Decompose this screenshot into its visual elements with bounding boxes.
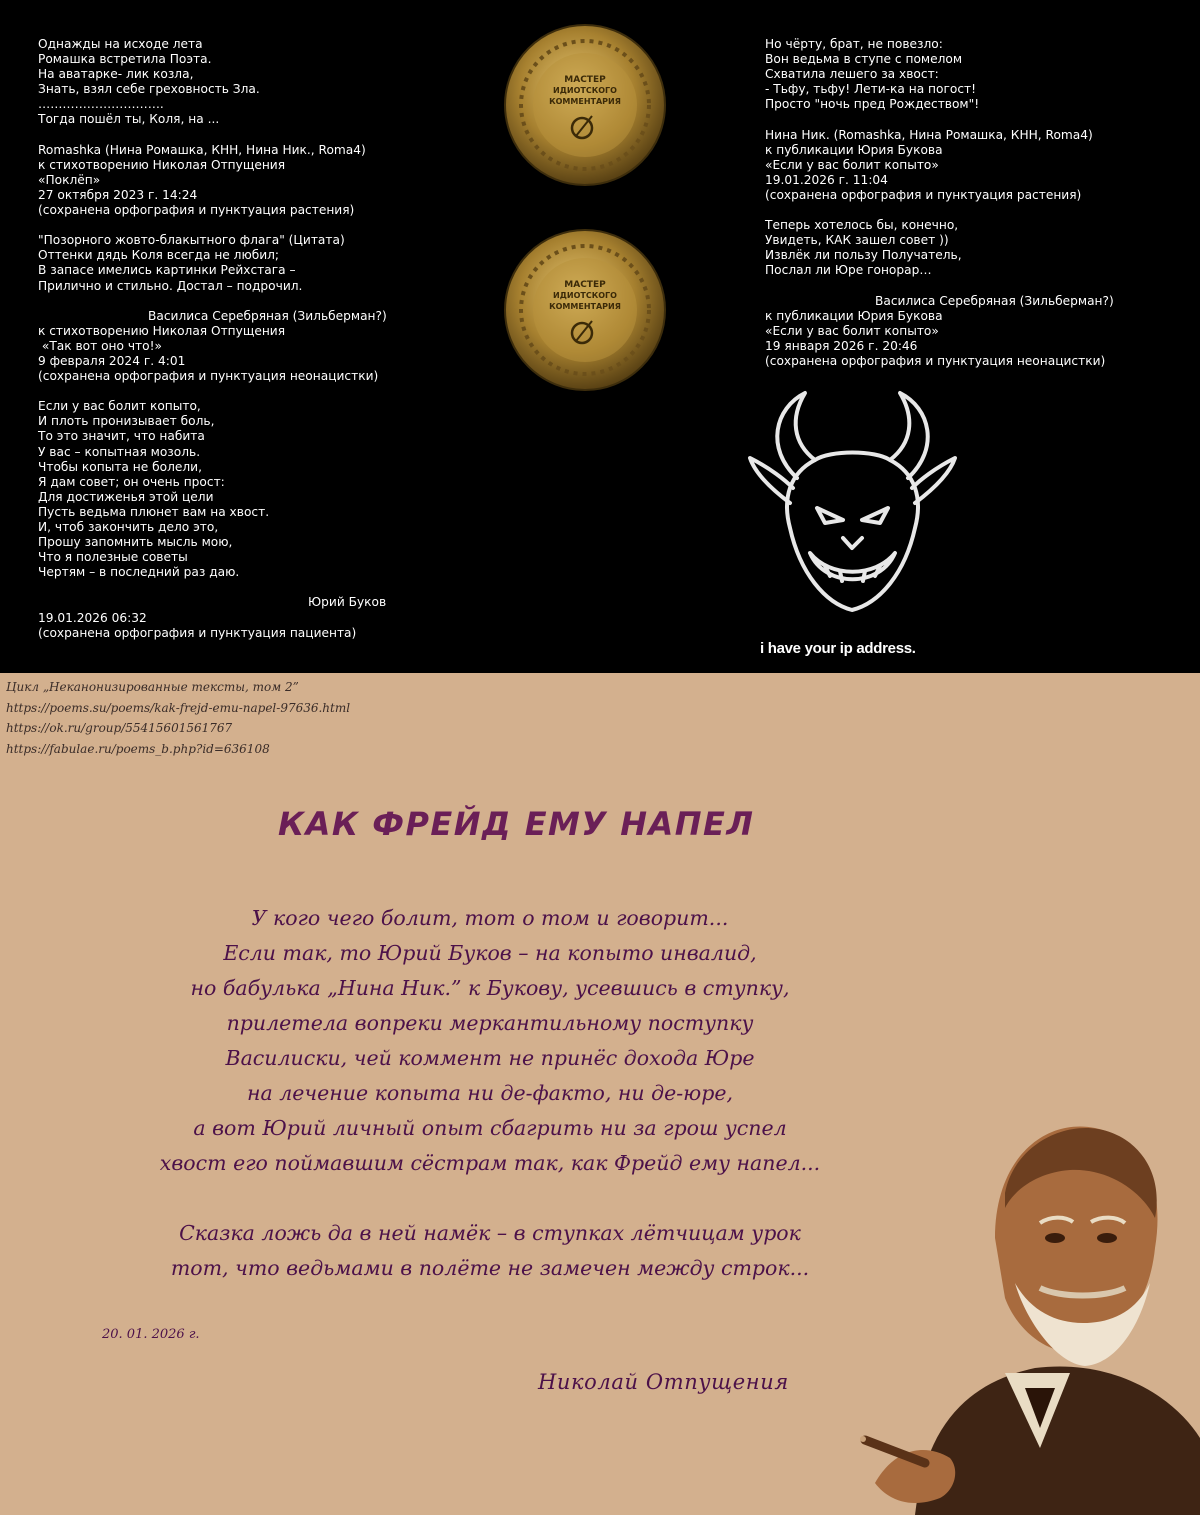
comment-line: - Тьфу, тьфу! Лети-ка на погост! [765, 82, 977, 97]
poem-line: У кого чего болит, тот о том и говорит... [251, 906, 729, 930]
comment-line [765, 279, 1185, 294]
freud-portrait-image [855, 1098, 1200, 1515]
left-comments-column [38, 37, 478, 641]
comment-line: к стихотворению Николая Отпущения [38, 323, 286, 338]
comment-line: Оттенки дядь Коля всегда не любил; [38, 248, 280, 263]
comment-line: к публикации Юрия Букова [765, 142, 943, 157]
comment-line: Чтобы копыта не болели, [38, 459, 202, 474]
comment-line: У вас – копытная мозоль. [38, 444, 201, 459]
poem-line: хвост его поймавшим сёстрам так, как Фрейд ему напел... [159, 1151, 821, 1175]
comment-line [38, 294, 478, 309]
comment-line: И плоть пронизывает боль, [38, 414, 215, 429]
poem-line: прилетела вопреки меркантильному поступку [226, 1011, 754, 1035]
comment-line [38, 384, 478, 399]
comment-line [38, 580, 478, 595]
devil-caption: i have your ip address. [760, 640, 916, 657]
medal-line3: КОММЕНТАРИЯ [549, 302, 621, 311]
comment-line: Увидеть, КАК зашел совет )) [765, 233, 949, 248]
comment-line: И, чтоб закончить дело это, [38, 520, 219, 534]
poem-title: КАК ФРЕЙД ЕМУ НАПЕЛ [278, 805, 755, 843]
poem-line: но бабулька „Нина Ник.” к Букову, усевшись в ступку, [190, 976, 790, 1000]
comment-line: …………………………. [38, 97, 164, 112]
comment-line: (сохранена орфография и пунктуация неонацистки) [765, 353, 1106, 368]
comment-line [765, 112, 1185, 127]
comment-line: к публикации Юрия Букова [765, 308, 943, 323]
comment-line: (сохранена орфография и пунктуация растения) [38, 203, 355, 218]
comment-line: Ромашка встретила Поэта. [38, 52, 212, 67]
comment-line: Просто "ночь пред Рождеством"! [765, 97, 980, 112]
comment-line: (сохранена орфография и пунктуация растения) [765, 187, 1082, 202]
poem-line: на лечение копыта ни де-факто, ни де-юре, [246, 1081, 733, 1105]
comment-line: Чертям – в последний раз даю. [38, 565, 240, 580]
comment-line: к стихотворению Николая Отпущения [38, 157, 286, 172]
link-ok-ru[interactable]: https://ok.ru/group/55415601561767 [6, 721, 233, 735]
poem-line: Василиски, чей коммент не принёс дохода Юре [225, 1046, 755, 1070]
comment-line: «Поклёп» [38, 172, 101, 187]
comment-line: На аватарке- лик козла, [38, 67, 194, 82]
top-panel [0, 0, 1200, 673]
comment-line: Схватила лешего за хвост: [765, 67, 939, 82]
links-block [6, 677, 350, 759]
comment-line: Послал ли Юре гонорар… [765, 263, 932, 278]
medal-line2: ИДИОТСКОГО [553, 291, 617, 300]
comment-line: В запасе имелись картинки Рейхстага – [38, 263, 296, 278]
comment-line: "Позорного жовто-блакытного флага" (Цитата) [38, 233, 345, 248]
comment-line: Romashka (Нина Ромашка, КНН, Нина Ник., Roma4) [38, 142, 366, 157]
medal-line1: МАСТЕР [564, 280, 606, 290]
poem-line: Сказка ложь да в ней намёк – в ступках лётчицам урок [179, 1221, 801, 1245]
poem-line: а вот Юрий личный опыт сбагрить ни за грош успел [193, 1116, 787, 1140]
link-fabulae[interactable]: https://fabulae.ru/poems_b.php?id=636108 [6, 741, 270, 756]
poem-line: тот, что ведьмами в полёте не замечен между строк... [170, 1256, 810, 1280]
poem-line: Если так, то Юрий Буков – на копыто инвалид, [223, 941, 757, 965]
comment-line: 19.01.2026 06:32 [38, 610, 147, 625]
comment-line [38, 218, 478, 233]
comment-line: То это значит, что набита [38, 429, 205, 444]
comment-line: Прошу запомнить мысль мою, [38, 535, 233, 550]
medal-line2: ИДИОТСКОГО [553, 86, 617, 95]
medal-line1: МАСТЕР [564, 75, 606, 85]
comment-line: Однажды на исходе лета [38, 37, 203, 51]
bottom-panel [0, 673, 1200, 1515]
comment-line: Что я полезные советы [38, 550, 188, 565]
poem-body [80, 901, 900, 1286]
comment-line: Василиса Серебряная (Зильберман?) [875, 293, 1114, 308]
devil-face-image [745, 388, 960, 633]
comment-line: 9 февраля 2024 г. 4:01 [38, 353, 186, 368]
comment-line: 19.01.2026 г. 11:04 [765, 172, 888, 187]
comment-line [765, 203, 1185, 218]
comment-line: Но чёрту, брат, не повезло: [765, 37, 943, 51]
comment-line: Тогда пошёл ты, Коля, на ... [38, 112, 220, 127]
comment-line: (сохранена орфография и пунктуация пациента) [38, 625, 357, 640]
comment-line: Вон ведьма в ступе с помелом [765, 52, 963, 67]
medal-image [500, 0, 670, 200]
poem-author: Николай Отпущения [538, 1370, 789, 1394]
medal-line3: КОММЕНТАРИЯ [549, 97, 621, 106]
comment-line [38, 128, 478, 143]
right-comments-column [765, 37, 1185, 369]
link-poems-su[interactable]: https://poems.su/poems/kak-frejd-emu-napel-97636.html [6, 700, 351, 715]
comment-line: «Если у вас болит копыто» [765, 323, 939, 338]
comment-line: Для достиженья этой цели [38, 489, 214, 504]
comment-line: Юрий Буков [308, 595, 387, 610]
comment-line: 27 октября 2023 г. 14:24 [38, 187, 198, 202]
comment-line: (сохранена орфография и пунктуация неонацистки) [38, 369, 379, 384]
comment-line: «Так вот оно что!» [38, 338, 162, 353]
comment-line: Я дам совет; он очень прост: [38, 474, 225, 489]
comment-line: Знать, взял себе греховность Зла. [38, 82, 260, 97]
medal-image [500, 215, 670, 415]
comment-line: Извлёк ли пользу Получатель, [765, 248, 962, 263]
comment-line: Пусть ведьма плюнет вам на хвост. [38, 504, 270, 519]
comment-line: «Если у вас болит копыто» [765, 157, 939, 172]
comment-line: Теперь хотелось бы, конечно, [765, 218, 959, 233]
comment-line: Если у вас болит копыто, [38, 399, 201, 414]
comment-line: 19 января 2026 г. 20:46 [765, 338, 918, 353]
comment-line: Василиса Серебряная (Зильберман?) [148, 308, 387, 323]
comment-line: Прилично и стильно. Достал – подрочил. [38, 278, 303, 293]
comment-line: Нина Ник. (Romashka, Нина Ромашка, КНН, Roma4) [765, 127, 1093, 142]
cycle-title: Цикл „Неканонизированные тексты, том 2” [6, 680, 299, 694]
poem-date: 20. 01. 2026 г. [102, 1327, 200, 1342]
poem-line [80, 1181, 900, 1216]
